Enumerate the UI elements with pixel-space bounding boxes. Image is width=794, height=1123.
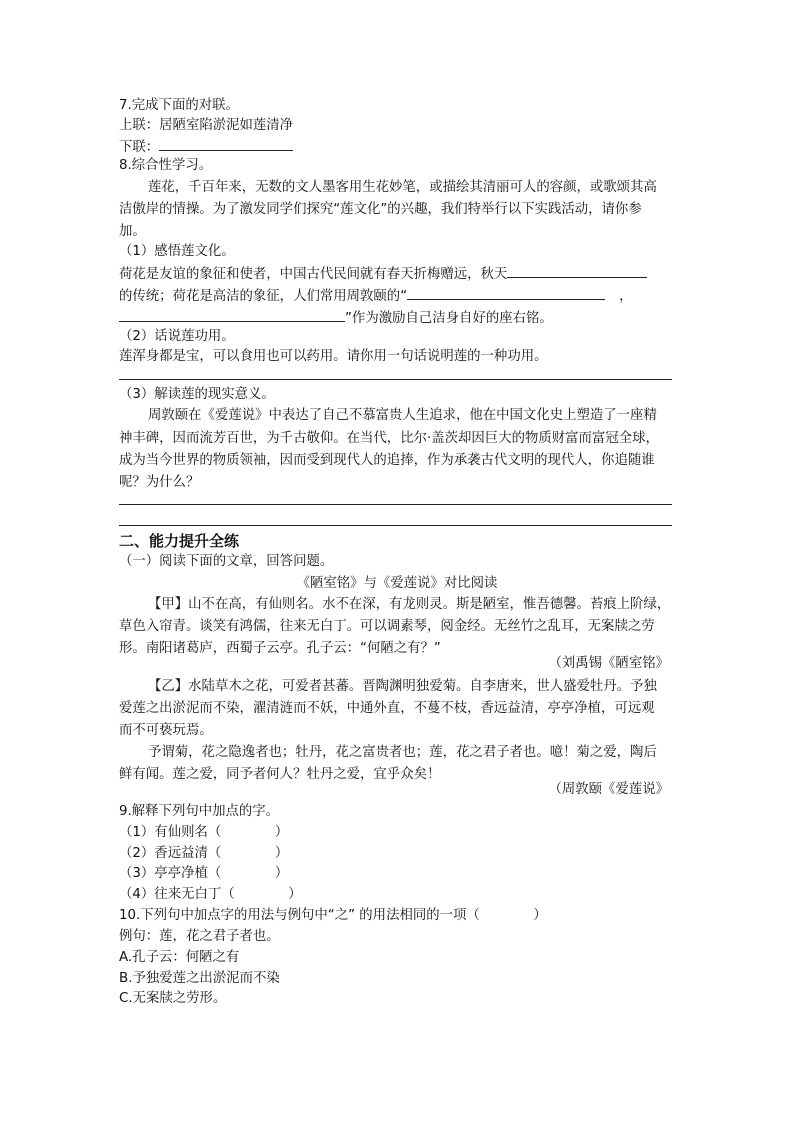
q10-option[interactable]: C.无案牍之劳形。: [119, 991, 227, 1006]
q8-intro-line: 加。: [119, 224, 146, 239]
q8-part3-answer-line[interactable]: [119, 504, 672, 505]
q8-part1-text: ”作为激励自己洁身自好的座右铭。: [345, 311, 553, 326]
passage-yi-line: 爱莲之出淤泥而不染，濯清涟而不妖，中通外直，不蔓不枝，香远益清，亭亭净植，可远观: [119, 701, 655, 716]
section-subheading: （一）阅读下面的文章，回答问题。: [119, 554, 334, 569]
passage-yi-line: 鲜有闻。莲之爱，同予者何人？牡丹之爱，宜乎众矣！: [119, 767, 441, 782]
q7-title: 7.完成下面的对联。: [119, 98, 239, 113]
passage-yi-line: 而不可亵玩焉。: [119, 723, 213, 738]
passage-jia-line: 草色入帘青。谈笑有鸿儒，往来无白丁。可以调素琴，阅金经。无丝竹之乱耳，无案牍之劳: [119, 619, 655, 634]
passage-yi-line: 【乙】水陆草木之花，可爱者甚蕃。晋陶渊明独爱菊。自李唐来，世人盛爱牡丹。予独: [148, 679, 657, 694]
q8-part3-line: 神丰碑，因而流芳百世，为千古敬仰。在当代，比尔·盖茨却因巨大的物质财富而富冠全球，: [119, 431, 659, 446]
q8-part1-blank-motto-1[interactable]: [407, 287, 605, 300]
q8-part2-text: 莲浑身都是宝，可以食用也可以药用。请你用一句话说明莲的一种功用。: [119, 349, 548, 364]
q9-item: （4）往来无白丁（ ）: [119, 887, 302, 902]
reading-title: 《陋室铭》与《爱莲说》对比阅读: [296, 576, 498, 591]
q8-part2-title: （2）话说莲功用。: [119, 329, 235, 344]
passage-jia-line: 形。南阳诸葛庐，西蜀子云亭。孔子云：“何陋之有？”: [119, 641, 441, 656]
q8-part3-line: 周敦颐在《爱莲说》中表达了自己不慕富贵人生追求，他在中国文化史上塑造了一座精: [148, 408, 657, 423]
q8-title: 8.综合性学习。: [119, 158, 213, 173]
q8-part3-line: 呢？为什么？: [119, 475, 200, 490]
q8-part1-blank-autumn[interactable]: [507, 265, 647, 278]
q9-item: （3）亭亭净植（ ）: [119, 866, 289, 881]
section-heading: 二、能力提升全练: [119, 532, 240, 550]
q10-title: 10.下列句中加点字的用法与例句中“之” 的用法相同的一项（ ）: [119, 908, 547, 923]
q10-example: 例句：莲，花之君子者也。: [119, 929, 280, 944]
q8-intro-line: 莲花，千百年来，无数的文人墨客用生花妙笔，或描绘其清丽可人的容颜，或歌颂其高: [148, 180, 657, 195]
q9-item: （1）有仙则名（ ）: [119, 825, 289, 840]
q8-part1-text: 荷花是友谊的象征和使者，中国古代民间就有春天折梅赠远，秋天: [119, 267, 508, 282]
q8-part3-answer-line[interactable]: [119, 525, 672, 526]
q8-part3-line: 成为当今世界的物质领袖，因而受到现代人的追捧，作为承袭古代文明的现代人，你追随谁: [119, 453, 655, 468]
q8-part1-comma: ，: [619, 289, 633, 304]
q8-part1-line: [119, 309, 553, 327]
q10-option[interactable]: A.孔子云：何陋之有: [119, 950, 240, 965]
q8-intro-line: 洁傲岸的情操。为了激发同学们探究“莲文化”的兴趣，我们特举行以下实践活动，请你参: [119, 202, 642, 217]
q8-part1-line: [119, 287, 633, 305]
q7-lower-couplet: [119, 138, 293, 156]
q10-option[interactable]: B.予独爱莲之出淤泥而不染: [119, 971, 280, 986]
passage-yi-source: （周敦颐《爱莲说》: [548, 782, 669, 797]
passage-jia-source: （刘禹锡《陋室铭》: [548, 656, 669, 671]
q7-upper-couplet: 上联：居陋室陷淤泥如莲清净: [119, 118, 294, 133]
q8-part3-title: （3）解读莲的现实意义。: [119, 387, 275, 402]
q8-part1-line: [119, 265, 647, 283]
q9-item: （2）香远益清（ ）: [119, 846, 289, 861]
q8-part2-answer-line[interactable]: [119, 379, 672, 380]
passage-jia-line: 【甲】山不在高，有仙则名。水不在深，有龙则灵。斯是陋室，惟吾德馨。苔痕上阶绿，: [148, 597, 671, 612]
q8-part1-text: 的传统；荷花是高洁的象征，人们常用周敦颐的“: [119, 289, 408, 304]
q9-title: 9.解释下列句中加点的字。: [119, 804, 280, 819]
passage-yi-line: 予谓菊，花之隐逸者也；牡丹，花之富贵者也；莲，花之君子者也。噫！菊之爱，陶后: [148, 745, 657, 760]
q8-part1-blank-motto-2[interactable]: [119, 309, 345, 322]
q7-lower-label: 下联：: [119, 140, 160, 155]
q7-answer-blank[interactable]: [159, 138, 293, 151]
q8-part1-title: （1）感悟莲文化。: [119, 244, 235, 259]
